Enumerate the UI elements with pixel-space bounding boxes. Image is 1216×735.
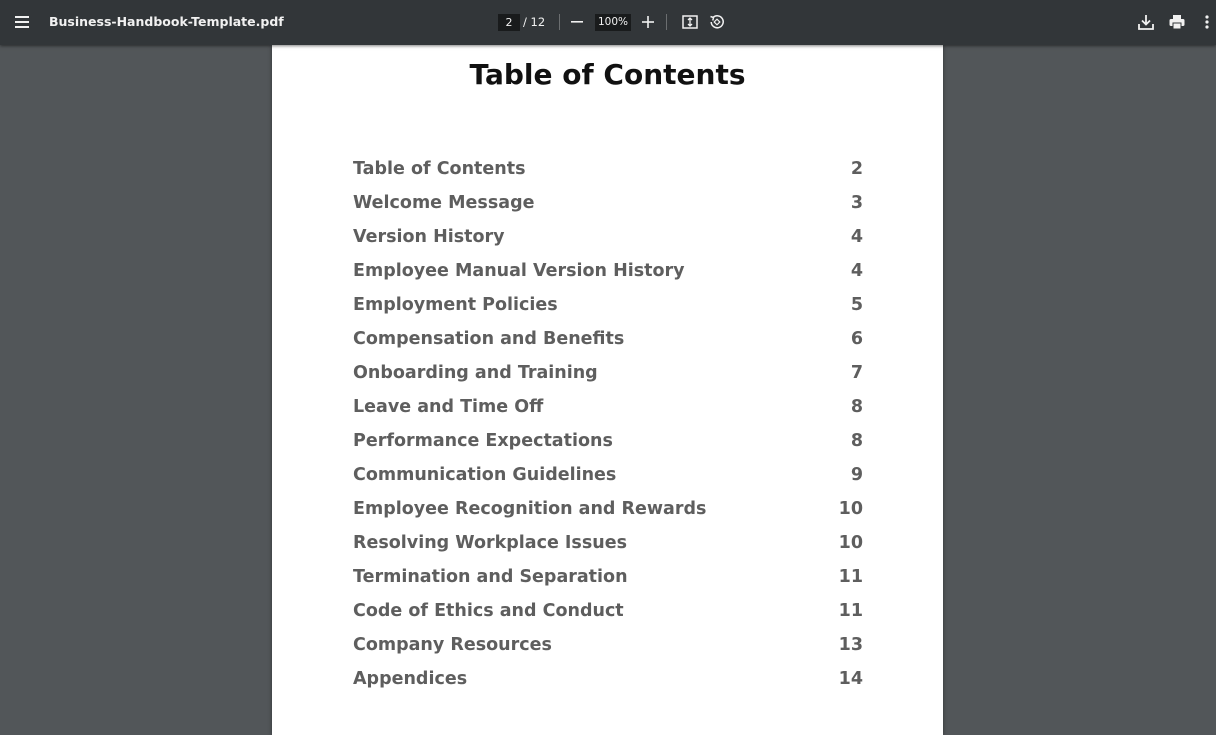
toc-entry-title: Employee Recognition and Rewards — [353, 499, 707, 519]
toc-entry-title: Communication Guidelines — [353, 465, 617, 485]
minus-icon — [571, 16, 583, 28]
rotate-icon — [709, 14, 725, 30]
toc-entry[interactable] — [353, 326, 863, 360]
toc-entry[interactable] — [353, 530, 863, 564]
toc-entry[interactable] — [353, 394, 863, 428]
fit-page-button[interactable] — [678, 10, 702, 34]
toc-entry-page: 14 — [838, 669, 863, 689]
toc-entry[interactable] — [353, 360, 863, 394]
menu-icon[interactable] — [8, 8, 36, 36]
more-vertical-icon — [1205, 15, 1209, 29]
toc-entry-page: 9 — [850, 465, 863, 485]
toc-entry-page: 8 — [850, 431, 863, 451]
toc-entry-title: Leave and Time Off — [353, 397, 544, 417]
toolbar-divider — [559, 14, 560, 30]
toc-entry-page: 11 — [838, 567, 863, 587]
toolbar-divider — [666, 14, 667, 30]
download-button[interactable] — [1134, 10, 1158, 34]
toc-entry[interactable] — [353, 462, 863, 496]
zoom-level-field[interactable]: 100% — [595, 14, 631, 31]
page-total: / 12 — [523, 15, 546, 29]
fit-page-icon — [682, 14, 698, 30]
toc-entry-title: Code of Ethics and Conduct — [353, 601, 624, 621]
toc-list — [353, 156, 863, 700]
toc-entry[interactable] — [353, 598, 863, 632]
toc-entry-title: Version History — [353, 227, 505, 247]
toc-entry[interactable] — [353, 190, 863, 224]
toc-entry-page: 11 — [838, 601, 863, 621]
toc-entry-page: 10 — [838, 533, 863, 553]
toc-entry-page: 4 — [850, 227, 863, 247]
toc-entry-page: 6 — [850, 329, 863, 349]
toc-entry[interactable] — [353, 428, 863, 462]
toc-entry-title: Compensation and Benefits — [353, 329, 625, 349]
print-icon — [1168, 13, 1186, 31]
toc-entry-title: Welcome Message — [353, 193, 535, 213]
toc-entry-page: 7 — [850, 363, 863, 383]
document-title: Business-Handbook-Template.pdf — [49, 14, 284, 29]
rotate-button[interactable] — [705, 10, 729, 34]
toc-entry-page: 8 — [850, 397, 863, 417]
toc-entry-title: Company Resources — [353, 635, 552, 655]
toc-entry-title: Resolving Workplace Issues — [353, 533, 627, 553]
toc-entry-page: 13 — [838, 635, 863, 655]
more-options-button[interactable] — [1199, 10, 1215, 34]
toc-entry[interactable] — [353, 666, 863, 700]
toc-entry[interactable] — [353, 258, 863, 292]
toc-entry-page: 5 — [850, 295, 863, 315]
toc-entry-page: 4 — [850, 261, 863, 281]
toc-entry-title: Appendices — [353, 669, 468, 689]
download-icon — [1137, 13, 1155, 31]
toc-entry-title: Onboarding and Training — [353, 363, 598, 383]
toc-entry-title: Termination and Separation — [353, 567, 628, 587]
toc-entry-title: Employment Policies — [353, 295, 558, 315]
toc-entry[interactable] — [353, 292, 863, 326]
toc-heading: Table of Contents — [469, 58, 746, 91]
page-number-input[interactable] — [498, 14, 520, 31]
pdf-toolbar — [0, 0, 1216, 45]
toc-entry[interactable] — [353, 632, 863, 666]
toc-entry[interactable] — [353, 564, 863, 598]
toc-entry-page: 10 — [838, 499, 863, 519]
pdf-page — [272, 45, 943, 735]
toc-entry[interactable] — [353, 224, 863, 258]
toc-entry-page: 3 — [850, 193, 863, 213]
zoom-in-button[interactable] — [637, 11, 659, 33]
toc-entry-title: Employee Manual Version History — [353, 261, 685, 281]
toc-entry[interactable] — [353, 496, 863, 530]
toc-entry-title: Performance Expectations — [353, 431, 613, 451]
toc-entry-title: Table of Contents — [353, 159, 526, 179]
plus-icon — [642, 16, 654, 28]
print-button[interactable] — [1165, 10, 1189, 34]
toc-entry-page: 2 — [850, 159, 863, 179]
toc-entry[interactable] — [353, 156, 863, 190]
zoom-out-button[interactable] — [566, 11, 588, 33]
